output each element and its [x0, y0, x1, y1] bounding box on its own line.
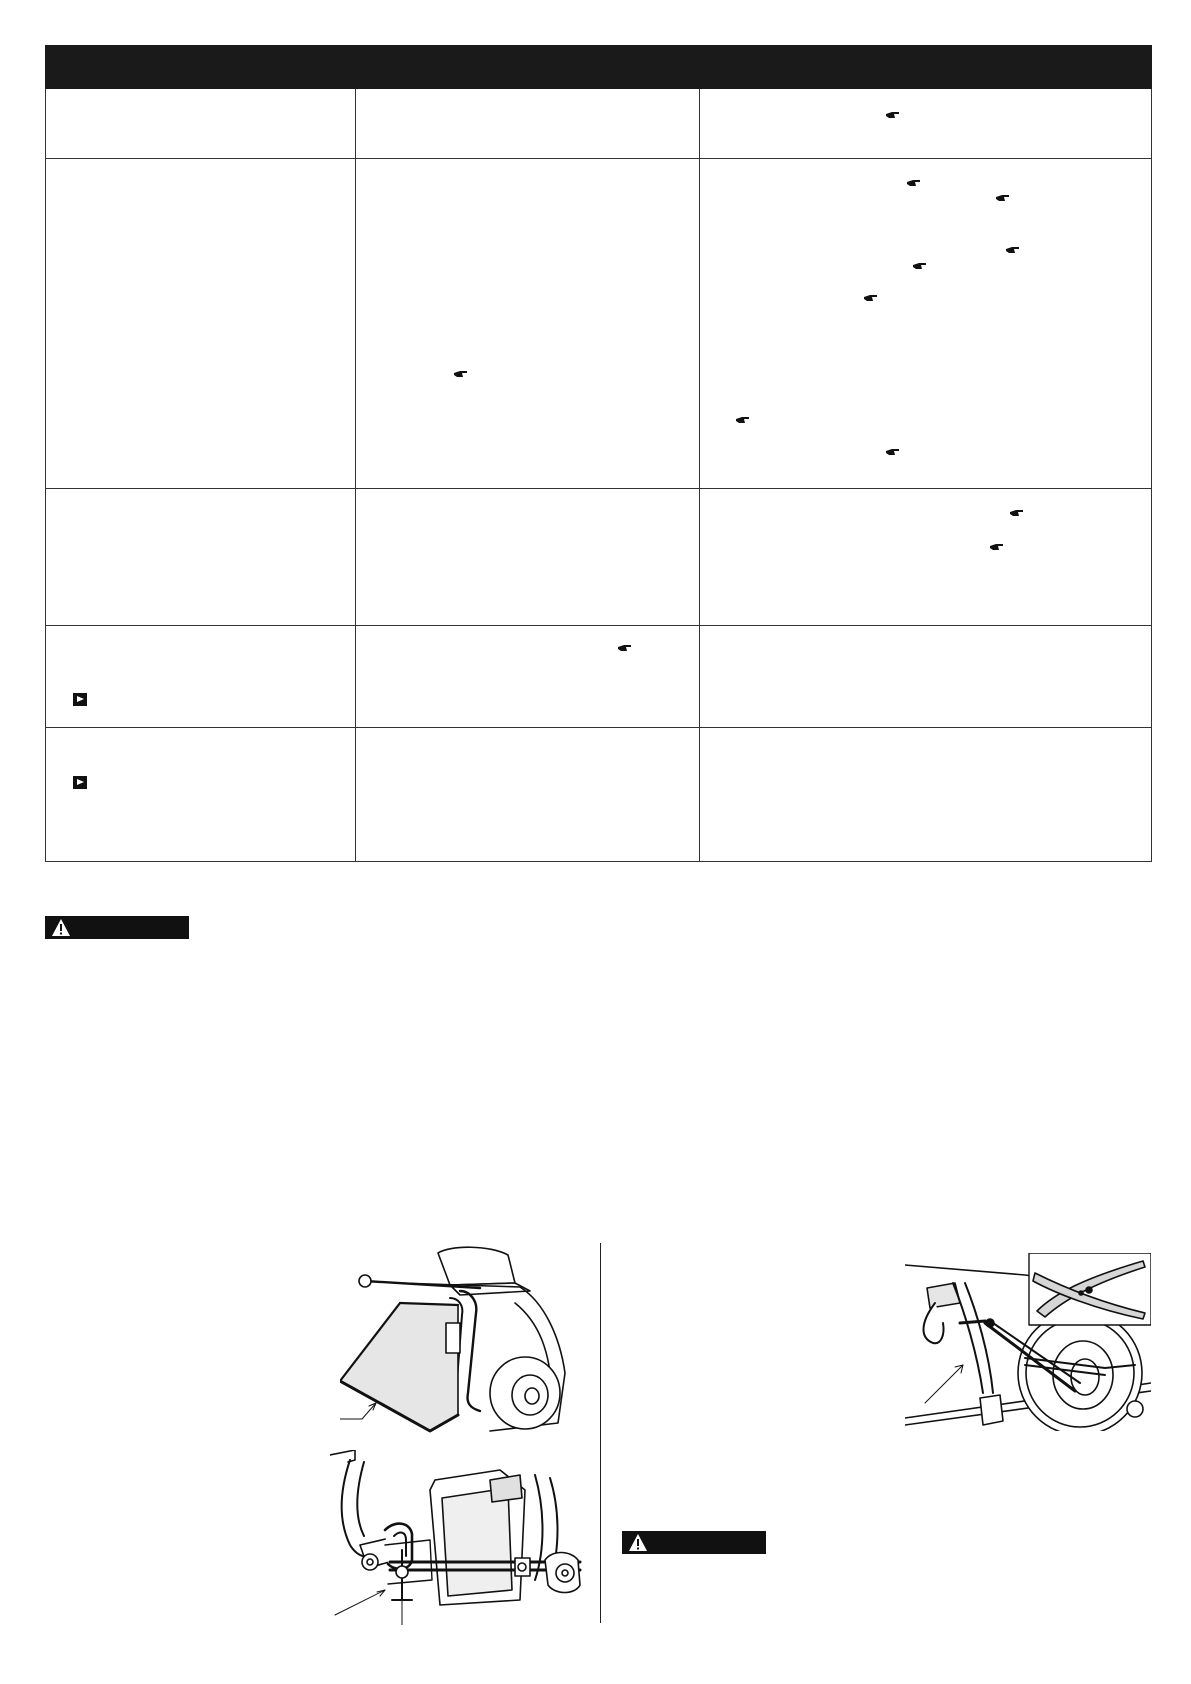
pointing-hand-icon — [913, 262, 927, 270]
table-cell-cause — [356, 89, 700, 159]
pointing-hand-icon — [990, 543, 1004, 551]
table-header — [46, 46, 1152, 89]
warning-triangle-icon — [51, 918, 71, 937]
table-cell-symptom — [46, 489, 356, 626]
play-arrow-icon — [73, 776, 87, 789]
table-row — [46, 626, 1152, 728]
table-cell-cause — [356, 626, 700, 728]
column-divider — [600, 1243, 601, 1623]
table-cell-remedy — [700, 159, 1152, 489]
table-row — [46, 89, 1152, 159]
pointing-hand-icon — [1006, 246, 1020, 254]
grass-catcher-illustration — [340, 1243, 595, 1435]
table-cell-remedy — [700, 489, 1152, 626]
pointing-hand-icon — [886, 111, 900, 119]
pointing-hand-icon — [736, 416, 750, 424]
table-row — [46, 159, 1152, 489]
warning-label — [45, 916, 189, 939]
table-cell-symptom — [46, 626, 356, 728]
table-cell-remedy — [700, 89, 1152, 159]
table-cell-symptom — [46, 728, 356, 862]
warning-triangle-icon — [628, 1533, 648, 1552]
pointing-hand-icon — [886, 448, 900, 456]
table-cell-cause — [356, 489, 700, 626]
pointing-hand-icon — [454, 370, 468, 378]
pointing-hand-icon — [1010, 509, 1024, 517]
table-cell-cause — [356, 728, 700, 862]
warning-label — [622, 1531, 766, 1554]
table-cell-remedy — [700, 626, 1152, 728]
troubleshooting-table — [45, 45, 1152, 862]
play-arrow-icon — [73, 693, 87, 706]
bag-bracket-illustration — [330, 1450, 595, 1625]
pointing-hand-icon — [996, 194, 1010, 202]
table-cell-remedy — [700, 728, 1152, 862]
table-cell-symptom — [46, 159, 356, 489]
pointing-hand-icon — [864, 294, 878, 302]
table-cell-symptom — [46, 89, 356, 159]
cutting-blade-illustration — [905, 1253, 1151, 1431]
table-cell-cause — [356, 159, 700, 489]
pointing-hand-icon — [907, 179, 921, 187]
table-row — [46, 728, 1152, 862]
pointing-hand-icon — [618, 644, 632, 652]
table-row — [46, 489, 1152, 626]
